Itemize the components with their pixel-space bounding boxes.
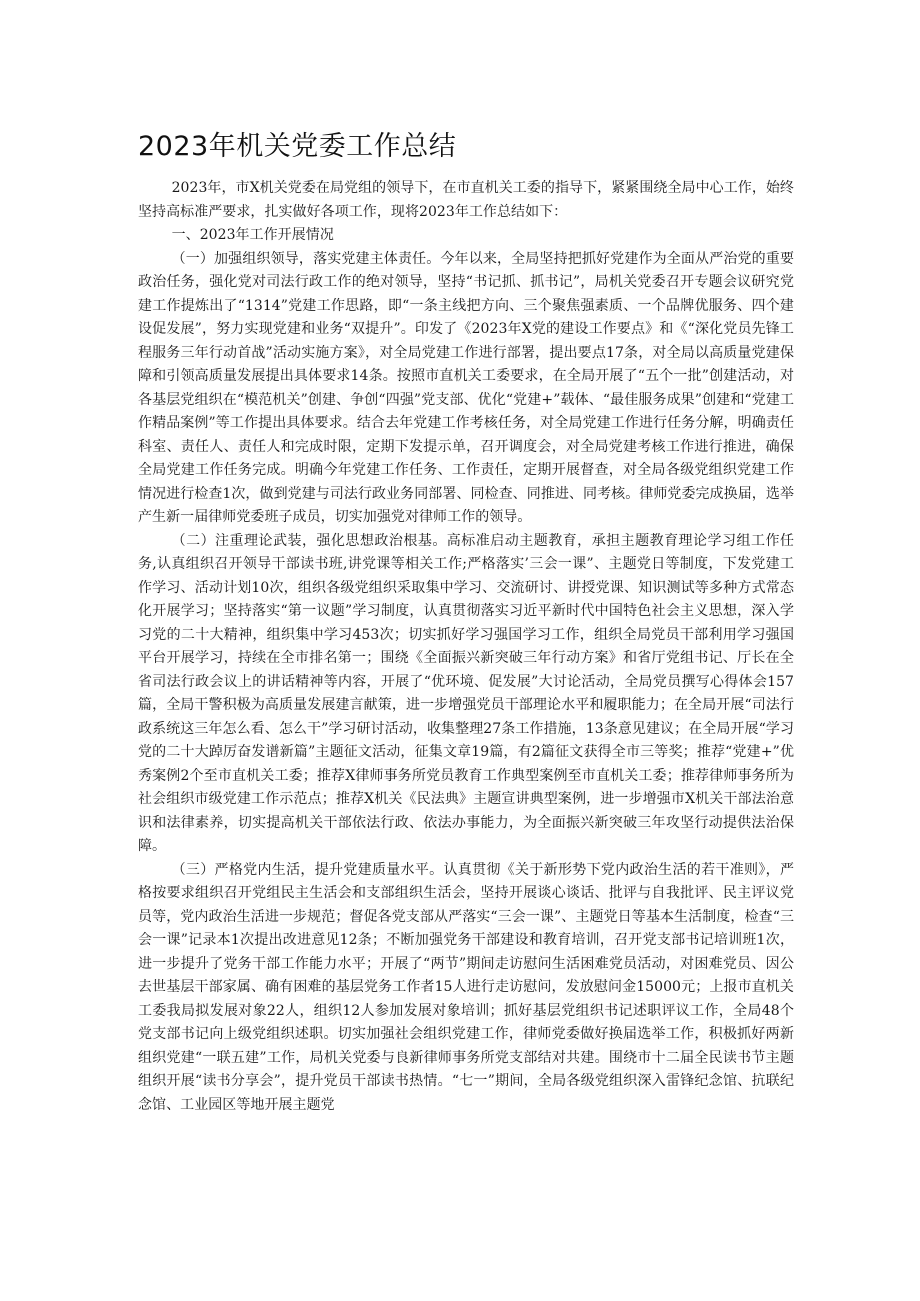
document-body — [138, 177, 794, 1117]
section-heading: 一、2023年工作开展情况 — [171, 227, 334, 243]
body-paragraph-3: （三）严格党内生活，提升党建质量水平。认真贯彻《关于新形势下党内政治生活的若干准则》，严格按要求组织召开党组民主生活会和支部组织生活会，坚持开展谈心谈话、批评与自我批评、民主评议党员等，党内政治生活进一步规范；督促各党支部从严落实“三会一课”、主题党日等基本生活制度，检查“三会一课”记录本1次提出改进意见12条；不断加强党务干部建设和教育培训，召开党支部书记培训班1次，进一步提升了党务干部工作能力水平；开展了“两节”期间走访慰问生活困难党员活动，对困难党员、因公去世基层干部家属、确有困难的基层党务工作者15人进行走访慰问，发放慰问金15000元；上报市直机关工委我局拟发展对象22人，组织12人参加发展对象培训；抓好基层党组织书记述职评议工作，全局48个党支部书记向上级党组织述职。切实加强社会组织党建工作，律师党委做好换届选举工作，积极抓好两新组织党建“一联五建”工作，局机关党委与良新律师事务所党支部结对共建。围绕市十二届全民读书节主题组织开展“读书分享会”，提升党员干部读书热情。“七一”期间，全局各级党组织深入雷锋纪念馆、抗联纪念馆、工业园区等地开展主题党 — [138, 861, 794, 1113]
document-title: 2023年机关党委工作总结 — [138, 131, 457, 162]
body-paragraph-2: （二）注重理论武装，强化思想政治根基。高标准启动主题教育，承担主题教育理论学习组工作任务,认真组织召开领导干部读书班,讲党课等相关工作;严格落实’三会一课”、主题党日等制度，下发党建工作学习、活动计划10次，组织各级党组织采取集中学习、交流研讨、讲授党课、知识测试等多种方式常态化开展学习；坚持落实“第一议题”学习制度，认真贯彻落实习近平新时代中国特色社会主义思想，深入学习党的二十大精神，组织集中学习453次；切实抓好学习强国学习工作，组织全局党员干部利用学习强国平台开展学习，持续在全市排名第一；围绕《全面振兴新突破三年行动方案》和省厅党组书记、厅长在全省司法行政会议上的讲话精神等内容，开展了“优环境、促发展”大讨论活动，全局党员撰写心得体会157篇，全局干警积极为高质量发展建言献策，进一步增强党员干部理论水平和履职能力；在全局开展“司法行政系统这三年怎么看、怎么干”学习研讨活动，收集整理27条工作措施，13条意见建议；在全局开展“学习党的二十大踔厉奋发谱新篇”主题征文活动，征集文章19篇，有2篇征文获得全市三等奖；推荐“党建+”优秀案例2个至市直机关工委；推荐X律师事务所党员教育工作典型案例至市直机关工委；推荐律师事务所为社会组织市级党建工作示范点；推荐X机关《民法典》主题宣讲典型案例，进一步增强市X机关干部法治意识和法律素养，切实提高机关干部依法行政、依法办事能力，为全面振兴新突破三年攻坚行动提供法治保障。 — [138, 532, 794, 854]
body-paragraph-1: （一）加强组织领导，落实党建主体责任。今年以来，全局坚持把抓好党建作为全面从严治党的重要政治任务，强化党对司法行政工作的绝对领导，坚持“书记抓、抓书记”，局机关党委召开专题会议研究党建工作提炼出了“1314”党建工作思路，即“一条主线把方向、三个聚焦强素质、一个品牌优服务、四个建设促发展”，努力实现党建和业务“双提升”。印发了《2023年X党的建设工作要点》和《“深化党员先锋工程服务三年行动首战”活动实施方案》，对全局党建工作进行部署，提出要点17条，对全局以高质量党建保障和引领高质量发展提出具体要求14条。按照市直机关工委要求，在全局开展了“五个一批”创建活动，对各基层党组织在“模范机关”创建、争创“四强”党支部、优化“党建+”载体、“最佳服务成果”创建和“党建工作精品案例”等工作提出具体要求。结合去年党建工作考核任务，对全局党建工作进行任务分解，明确责任科室、责任人、责任人和完成时限，定期下发提示单，召开调度会，对全局党建考核工作进行推进，确保全局党建工作任务完成。明确今年党建工作任务、工作责任，定期开展督查，对全局各级党组织党建工作情况进行检查1次，做到党建与司法行政业务同部署、同检查、同推进、同考核。律师党委完成换届，选举产生新一届律师党委班子成员，切实加强党对律师工作的领导。 — [138, 250, 794, 525]
intro-paragraph: 2023年，市X机关党委在局党组的领导下，在市直机关工委的指导下，紧紧围绕全局中心工作，始终坚持高标准严要求，扎实做好各项工作，现将2023年工作总结如下： — [138, 180, 794, 220]
